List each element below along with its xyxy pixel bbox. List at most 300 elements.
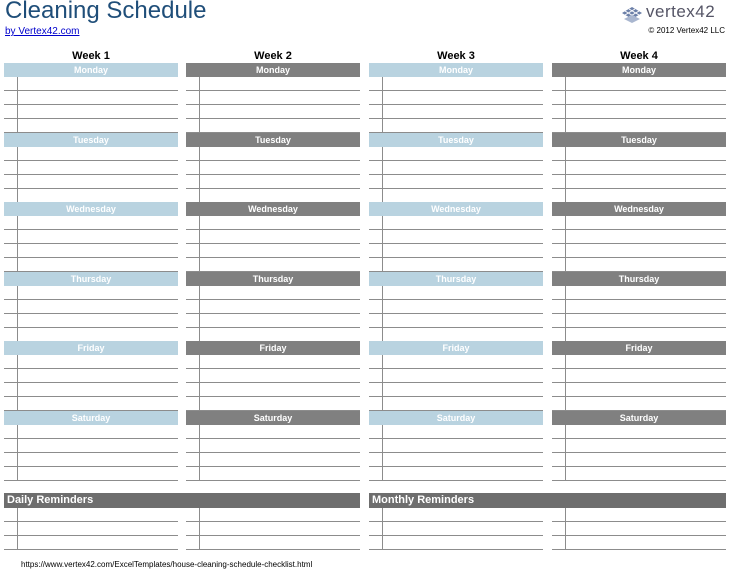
checkbox-cell[interactable] bbox=[552, 161, 566, 175]
checkbox-cell[interactable] bbox=[186, 77, 200, 91]
task-line[interactable] bbox=[566, 258, 726, 272]
task-line[interactable] bbox=[200, 230, 360, 244]
task-line[interactable] bbox=[383, 189, 543, 203]
checkbox-cell[interactable] bbox=[4, 439, 18, 453]
task-row bbox=[552, 189, 726, 203]
day-block bbox=[369, 272, 543, 342]
checkbox-cell[interactable] bbox=[186, 300, 200, 314]
task-row bbox=[186, 369, 360, 383]
checkbox-cell[interactable] bbox=[4, 383, 18, 397]
reminder-row bbox=[186, 508, 360, 522]
checkbox-cell[interactable] bbox=[186, 314, 200, 328]
checkbox-cell[interactable] bbox=[4, 355, 18, 369]
reminder-row bbox=[369, 508, 543, 522]
checkbox-cell[interactable] bbox=[4, 91, 18, 105]
day-block bbox=[186, 411, 360, 481]
checkbox-cell[interactable] bbox=[552, 286, 566, 300]
day-block bbox=[4, 411, 178, 481]
checkbox-cell[interactable] bbox=[369, 314, 383, 328]
checkbox-cell[interactable] bbox=[369, 244, 383, 258]
checkbox-cell[interactable] bbox=[4, 328, 18, 342]
task-line[interactable] bbox=[566, 216, 726, 230]
task-row bbox=[4, 314, 178, 328]
reminder-line[interactable] bbox=[18, 508, 178, 522]
task-line[interactable] bbox=[200, 77, 360, 91]
task-line[interactable] bbox=[383, 216, 543, 230]
checkbox-cell[interactable] bbox=[552, 175, 566, 189]
task-line[interactable] bbox=[18, 355, 178, 369]
checkbox-cell[interactable] bbox=[369, 369, 383, 383]
task-line[interactable] bbox=[200, 383, 360, 397]
reminder-column bbox=[4, 508, 178, 550]
checkbox-cell[interactable] bbox=[186, 147, 200, 161]
task-line[interactable] bbox=[383, 383, 543, 397]
task-line[interactable] bbox=[18, 189, 178, 203]
task-line[interactable] bbox=[200, 147, 360, 161]
task-line[interactable] bbox=[383, 77, 543, 91]
day-block bbox=[369, 411, 543, 481]
reminder-row bbox=[186, 536, 360, 550]
day-header: Wednesday bbox=[186, 202, 360, 216]
checkbox-cell[interactable] bbox=[552, 383, 566, 397]
task-line[interactable] bbox=[383, 300, 543, 314]
task-line[interactable] bbox=[383, 286, 543, 300]
task-line[interactable] bbox=[566, 467, 726, 481]
reminder-column bbox=[552, 508, 726, 550]
task-row bbox=[552, 244, 726, 258]
reminder-line[interactable] bbox=[18, 536, 178, 550]
checkbox-cell[interactable] bbox=[4, 508, 18, 522]
checkbox-cell[interactable] bbox=[186, 244, 200, 258]
task-row bbox=[552, 105, 726, 119]
day-header: Saturday bbox=[186, 411, 360, 425]
task-line[interactable] bbox=[18, 383, 178, 397]
task-line[interactable] bbox=[18, 425, 178, 439]
task-row bbox=[186, 383, 360, 397]
checkbox-cell[interactable] bbox=[4, 453, 18, 467]
checkbox-cell[interactable] bbox=[4, 216, 18, 230]
checkbox-cell[interactable] bbox=[4, 230, 18, 244]
day-block bbox=[186, 133, 360, 203]
task-line[interactable] bbox=[383, 453, 543, 467]
task-line[interactable] bbox=[18, 300, 178, 314]
checkbox-cell[interactable] bbox=[186, 91, 200, 105]
checkbox-cell[interactable] bbox=[369, 258, 383, 272]
task-row bbox=[186, 300, 360, 314]
task-line[interactable] bbox=[383, 314, 543, 328]
checkbox-cell[interactable] bbox=[369, 300, 383, 314]
task-row bbox=[552, 175, 726, 189]
reminder-line[interactable] bbox=[200, 522, 360, 536]
task-row bbox=[369, 397, 543, 411]
task-row bbox=[552, 355, 726, 369]
day-header: Tuesday bbox=[186, 133, 360, 147]
task-row bbox=[4, 147, 178, 161]
task-line[interactable] bbox=[18, 439, 178, 453]
task-row bbox=[4, 216, 178, 230]
task-line[interactable] bbox=[566, 230, 726, 244]
checkbox-cell[interactable] bbox=[552, 230, 566, 244]
task-row bbox=[369, 161, 543, 175]
checkbox-cell[interactable] bbox=[369, 77, 383, 91]
task-line[interactable] bbox=[566, 328, 726, 342]
task-line[interactable] bbox=[383, 119, 543, 133]
task-line[interactable] bbox=[200, 175, 360, 189]
task-row bbox=[369, 244, 543, 258]
task-row bbox=[552, 286, 726, 300]
day-header: Thursday bbox=[369, 272, 543, 286]
checkbox-cell[interactable] bbox=[552, 355, 566, 369]
task-line[interactable] bbox=[383, 175, 543, 189]
day-header: Tuesday bbox=[552, 133, 726, 147]
task-line[interactable] bbox=[18, 397, 178, 411]
checkbox-cell[interactable] bbox=[552, 467, 566, 481]
task-row bbox=[186, 397, 360, 411]
reminder-row bbox=[552, 508, 726, 522]
task-line[interactable] bbox=[18, 467, 178, 481]
task-line[interactable] bbox=[566, 175, 726, 189]
task-row bbox=[186, 244, 360, 258]
checkbox-cell[interactable] bbox=[369, 328, 383, 342]
task-line[interactable] bbox=[566, 397, 726, 411]
checkbox-cell[interactable] bbox=[4, 314, 18, 328]
task-line[interactable] bbox=[18, 77, 178, 91]
reminder-line[interactable] bbox=[566, 508, 726, 522]
task-line[interactable] bbox=[200, 105, 360, 119]
checkbox-cell[interactable] bbox=[552, 314, 566, 328]
day-block bbox=[552, 202, 726, 272]
task-line[interactable] bbox=[18, 328, 178, 342]
task-line[interactable] bbox=[566, 439, 726, 453]
checkbox-cell[interactable] bbox=[4, 467, 18, 481]
day-header: Thursday bbox=[4, 272, 178, 286]
day-header: Friday bbox=[4, 341, 178, 355]
task-line[interactable] bbox=[18, 175, 178, 189]
copyright: © 2012 Vertex42 LLC bbox=[648, 26, 725, 35]
checkbox-cell[interactable] bbox=[186, 161, 200, 175]
task-row bbox=[552, 467, 726, 481]
task-row bbox=[186, 189, 360, 203]
checkbox-cell[interactable] bbox=[369, 147, 383, 161]
task-line[interactable] bbox=[18, 216, 178, 230]
day-header: Monday bbox=[369, 63, 543, 77]
task-line[interactable] bbox=[200, 397, 360, 411]
checkbox-cell[interactable] bbox=[552, 189, 566, 203]
day-block bbox=[4, 63, 178, 133]
day-block bbox=[186, 341, 360, 411]
checkbox-cell[interactable] bbox=[552, 536, 566, 550]
checkbox-cell[interactable] bbox=[4, 369, 18, 383]
checkbox-cell[interactable] bbox=[4, 77, 18, 91]
task-row bbox=[186, 230, 360, 244]
task-line[interactable] bbox=[200, 439, 360, 453]
task-row bbox=[186, 467, 360, 481]
task-line[interactable] bbox=[200, 328, 360, 342]
task-line[interactable] bbox=[383, 105, 543, 119]
task-row bbox=[4, 328, 178, 342]
day-header: Thursday bbox=[552, 272, 726, 286]
reminder-row bbox=[552, 522, 726, 536]
checkbox-cell[interactable] bbox=[4, 147, 18, 161]
checkbox-cell[interactable] bbox=[552, 439, 566, 453]
checkbox-cell[interactable] bbox=[186, 453, 200, 467]
day-block bbox=[186, 63, 360, 133]
checkbox-cell[interactable] bbox=[369, 453, 383, 467]
task-line[interactable] bbox=[18, 286, 178, 300]
day-block bbox=[552, 411, 726, 481]
task-line[interactable] bbox=[200, 258, 360, 272]
task-line[interactable] bbox=[566, 355, 726, 369]
checkbox-cell[interactable] bbox=[4, 175, 18, 189]
checkbox-cell[interactable] bbox=[552, 216, 566, 230]
task-row bbox=[186, 119, 360, 133]
task-row bbox=[186, 105, 360, 119]
task-line[interactable] bbox=[18, 91, 178, 105]
task-line[interactable] bbox=[18, 230, 178, 244]
checkbox-cell[interactable] bbox=[4, 536, 18, 550]
task-row bbox=[369, 175, 543, 189]
task-line[interactable] bbox=[383, 230, 543, 244]
checkbox-cell[interactable] bbox=[552, 397, 566, 411]
reminder-line[interactable] bbox=[383, 536, 543, 550]
checkbox-cell[interactable] bbox=[369, 189, 383, 203]
task-row bbox=[369, 189, 543, 203]
checkbox-cell[interactable] bbox=[369, 175, 383, 189]
task-line[interactable] bbox=[200, 286, 360, 300]
task-row bbox=[369, 369, 543, 383]
task-row bbox=[369, 383, 543, 397]
task-line[interactable] bbox=[200, 314, 360, 328]
checkbox-cell[interactable] bbox=[186, 425, 200, 439]
checkbox-cell[interactable] bbox=[369, 105, 383, 119]
checkbox-cell[interactable] bbox=[4, 425, 18, 439]
task-line[interactable] bbox=[383, 91, 543, 105]
task-line[interactable] bbox=[383, 258, 543, 272]
checkbox-cell[interactable] bbox=[186, 286, 200, 300]
task-line[interactable] bbox=[18, 453, 178, 467]
checkbox-cell[interactable] bbox=[369, 383, 383, 397]
checkbox-cell[interactable] bbox=[369, 522, 383, 536]
reminder-line[interactable] bbox=[18, 522, 178, 536]
week-title: Week 2 bbox=[254, 50, 292, 62]
checkbox-cell[interactable] bbox=[552, 522, 566, 536]
task-line[interactable] bbox=[18, 147, 178, 161]
checkbox-cell[interactable] bbox=[552, 300, 566, 314]
task-line[interactable] bbox=[383, 397, 543, 411]
task-line[interactable] bbox=[200, 355, 360, 369]
task-line[interactable] bbox=[200, 425, 360, 439]
daily-reminders-header: Daily Reminders bbox=[4, 493, 360, 508]
checkbox-cell[interactable] bbox=[552, 147, 566, 161]
checkbox-cell[interactable] bbox=[552, 369, 566, 383]
task-line[interactable] bbox=[566, 286, 726, 300]
checkbox-cell[interactable] bbox=[552, 77, 566, 91]
checkbox-cell[interactable] bbox=[369, 508, 383, 522]
task-line[interactable] bbox=[566, 189, 726, 203]
reminder-column bbox=[369, 508, 543, 550]
reminder-line[interactable] bbox=[200, 536, 360, 550]
checkbox-cell[interactable] bbox=[186, 439, 200, 453]
task-line[interactable] bbox=[566, 105, 726, 119]
task-line[interactable] bbox=[383, 161, 543, 175]
checkbox-cell[interactable] bbox=[369, 91, 383, 105]
task-row bbox=[4, 175, 178, 189]
task-line[interactable] bbox=[200, 161, 360, 175]
checkbox-cell[interactable] bbox=[4, 189, 18, 203]
task-row bbox=[4, 230, 178, 244]
task-line[interactable] bbox=[200, 91, 360, 105]
checkbox-cell[interactable] bbox=[186, 467, 200, 481]
reminder-row bbox=[4, 536, 178, 550]
checkbox-cell[interactable] bbox=[369, 425, 383, 439]
checkbox-cell[interactable] bbox=[552, 119, 566, 133]
task-line[interactable] bbox=[383, 147, 543, 161]
checkbox-cell[interactable] bbox=[4, 300, 18, 314]
task-line[interactable] bbox=[383, 244, 543, 258]
checkbox-cell[interactable] bbox=[186, 397, 200, 411]
checkbox-cell[interactable] bbox=[369, 397, 383, 411]
checkbox-cell[interactable] bbox=[186, 536, 200, 550]
task-line[interactable] bbox=[566, 161, 726, 175]
task-line[interactable] bbox=[200, 467, 360, 481]
checkbox-cell[interactable] bbox=[369, 286, 383, 300]
task-line[interactable] bbox=[383, 439, 543, 453]
checkbox-cell[interactable] bbox=[4, 522, 18, 536]
checkbox-cell[interactable] bbox=[552, 258, 566, 272]
task-line[interactable] bbox=[200, 453, 360, 467]
checkbox-cell[interactable] bbox=[186, 105, 200, 119]
day-header: Tuesday bbox=[4, 133, 178, 147]
day-block bbox=[369, 341, 543, 411]
day-header: Monday bbox=[4, 63, 178, 77]
day-block bbox=[369, 63, 543, 133]
byline-link[interactable]: by Vertex42.com bbox=[5, 26, 80, 37]
checkbox-cell[interactable] bbox=[4, 119, 18, 133]
checkbox-cell[interactable] bbox=[186, 328, 200, 342]
checkbox-cell[interactable] bbox=[4, 397, 18, 411]
task-row bbox=[552, 161, 726, 175]
task-row bbox=[4, 369, 178, 383]
checkbox-cell[interactable] bbox=[186, 230, 200, 244]
task-line[interactable] bbox=[200, 244, 360, 258]
checkbox-cell[interactable] bbox=[186, 355, 200, 369]
checkbox-cell[interactable] bbox=[4, 244, 18, 258]
checkbox-cell[interactable] bbox=[552, 453, 566, 467]
task-line[interactable] bbox=[18, 244, 178, 258]
checkbox-cell[interactable] bbox=[552, 328, 566, 342]
task-line[interactable] bbox=[566, 119, 726, 133]
checkbox-cell[interactable] bbox=[552, 244, 566, 258]
checkbox-cell[interactable] bbox=[552, 105, 566, 119]
task-line[interactable] bbox=[566, 425, 726, 439]
task-line[interactable] bbox=[200, 119, 360, 133]
task-line[interactable] bbox=[18, 105, 178, 119]
task-line[interactable] bbox=[383, 425, 543, 439]
task-row bbox=[552, 216, 726, 230]
checkbox-cell[interactable] bbox=[186, 258, 200, 272]
checkbox-cell[interactable] bbox=[369, 230, 383, 244]
reminder-line[interactable] bbox=[383, 522, 543, 536]
checkbox-cell[interactable] bbox=[369, 161, 383, 175]
checkbox-cell[interactable] bbox=[186, 216, 200, 230]
reminder-row bbox=[369, 536, 543, 550]
checkbox-cell[interactable] bbox=[186, 508, 200, 522]
task-line[interactable] bbox=[18, 258, 178, 272]
checkbox-cell[interactable] bbox=[369, 119, 383, 133]
checkbox-cell[interactable] bbox=[552, 508, 566, 522]
task-line[interactable] bbox=[566, 77, 726, 91]
task-line[interactable] bbox=[383, 369, 543, 383]
task-line[interactable] bbox=[566, 383, 726, 397]
task-line[interactable] bbox=[566, 147, 726, 161]
day-block bbox=[552, 341, 726, 411]
checkbox-cell[interactable] bbox=[369, 216, 383, 230]
checkbox-cell[interactable] bbox=[369, 467, 383, 481]
checkbox-cell[interactable] bbox=[186, 189, 200, 203]
task-line[interactable] bbox=[200, 300, 360, 314]
task-line[interactable] bbox=[383, 328, 543, 342]
checkbox-cell[interactable] bbox=[186, 175, 200, 189]
checkbox-cell[interactable] bbox=[186, 383, 200, 397]
task-row bbox=[186, 439, 360, 453]
task-line[interactable] bbox=[566, 91, 726, 105]
reminder-line[interactable] bbox=[566, 522, 726, 536]
reminder-line[interactable] bbox=[200, 508, 360, 522]
reminder-line[interactable] bbox=[383, 508, 543, 522]
task-line[interactable] bbox=[566, 314, 726, 328]
checkbox-cell[interactable] bbox=[369, 439, 383, 453]
checkbox-cell[interactable] bbox=[552, 91, 566, 105]
task-row bbox=[552, 258, 726, 272]
task-line[interactable] bbox=[18, 119, 178, 133]
checkbox-cell[interactable] bbox=[186, 119, 200, 133]
task-line[interactable] bbox=[18, 161, 178, 175]
task-row bbox=[369, 439, 543, 453]
day-block bbox=[552, 272, 726, 342]
task-line[interactable] bbox=[18, 369, 178, 383]
checkbox-cell[interactable] bbox=[4, 258, 18, 272]
day-block bbox=[552, 63, 726, 133]
task-row bbox=[552, 91, 726, 105]
day-block bbox=[186, 202, 360, 272]
task-line[interactable] bbox=[200, 189, 360, 203]
task-line[interactable] bbox=[18, 314, 178, 328]
checkbox-cell[interactable] bbox=[552, 425, 566, 439]
checkbox-cell[interactable] bbox=[4, 105, 18, 119]
task-line[interactable] bbox=[566, 244, 726, 258]
task-line[interactable] bbox=[383, 355, 543, 369]
day-header: Tuesday bbox=[369, 133, 543, 147]
task-line[interactable] bbox=[566, 369, 726, 383]
checkbox-cell[interactable] bbox=[369, 536, 383, 550]
task-row bbox=[369, 328, 543, 342]
checkbox-cell[interactable] bbox=[186, 369, 200, 383]
checkbox-cell[interactable] bbox=[4, 161, 18, 175]
day-block bbox=[4, 133, 178, 203]
task-row bbox=[4, 91, 178, 105]
task-line[interactable] bbox=[566, 300, 726, 314]
task-row bbox=[552, 397, 726, 411]
task-line[interactable] bbox=[200, 216, 360, 230]
task-line[interactable] bbox=[200, 369, 360, 383]
checkbox-cell[interactable] bbox=[369, 355, 383, 369]
day-block bbox=[369, 202, 543, 272]
task-line[interactable] bbox=[566, 453, 726, 467]
task-line[interactable] bbox=[383, 467, 543, 481]
checkbox-cell[interactable] bbox=[4, 286, 18, 300]
checkbox-cell[interactable] bbox=[186, 522, 200, 536]
reminder-line[interactable] bbox=[566, 536, 726, 550]
